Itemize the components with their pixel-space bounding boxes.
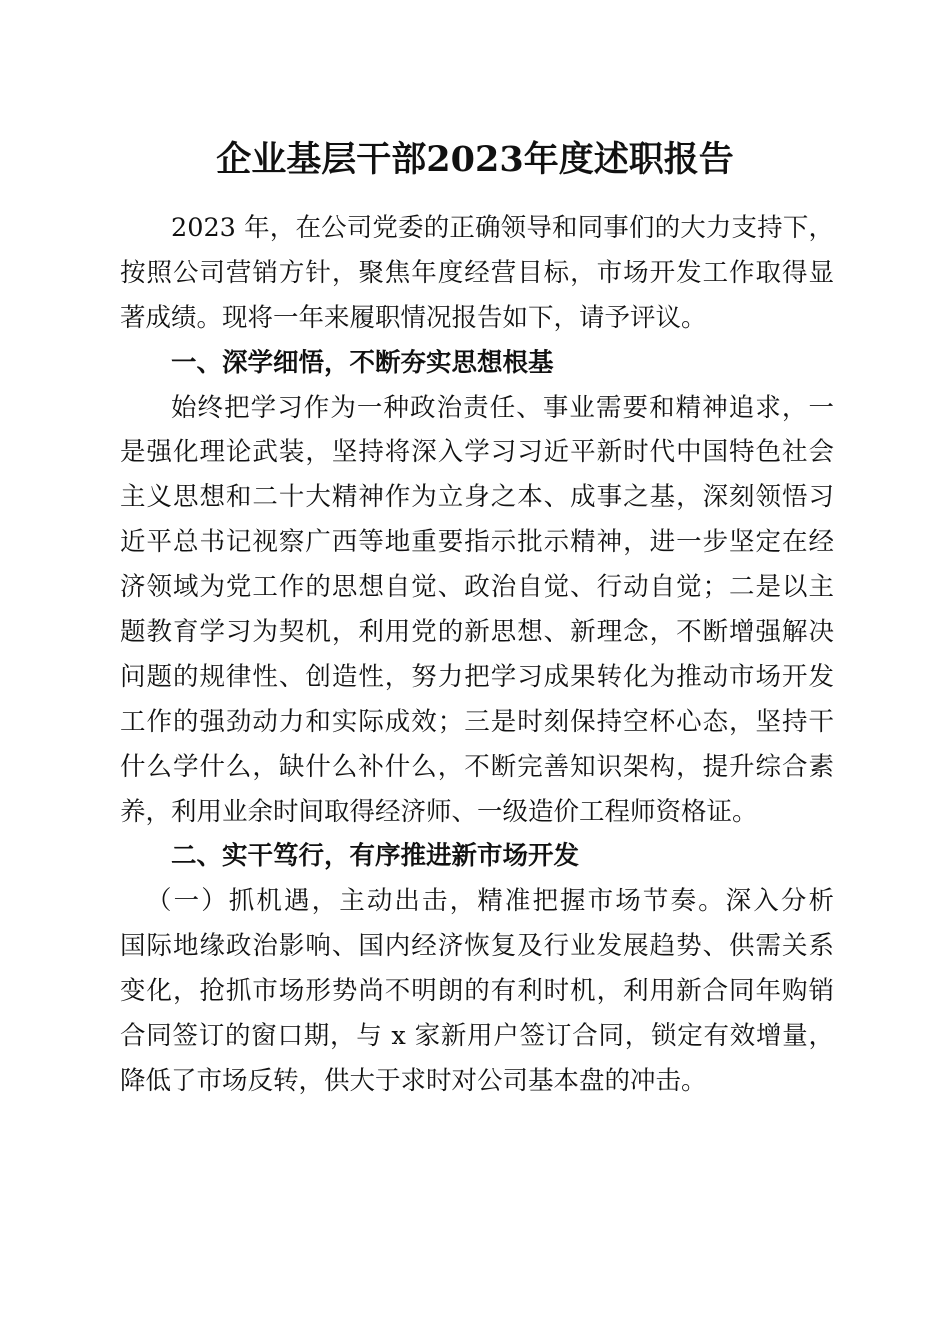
document-title: 企业基层干部2023年度述职报告: [216, 139, 734, 180]
section-heading: 二、实干笃行，有序推进新市场开发: [171, 841, 580, 872]
paragraph-line: 养，利用业余时间取得经济师、一级造价工程师资格证。: [120, 796, 758, 827]
paragraph-line: 近平总书记视察广西等地重要指示批示精神，进一步坚定在经: [120, 527, 834, 558]
document-body: [120, 206, 834, 1104]
paragraph-line: 合同签订的窗口期，与 x 家新用户签订合同，锁定有效增量，: [120, 1021, 834, 1052]
section-heading: 一、深学细悟，不断夯实思想根基: [171, 347, 554, 378]
paragraph-line: 题教育学习为契机，利用党的新思想、新理念，不断增强解决: [120, 617, 834, 648]
paragraph-line: 降低了市场反转，供大于求时对公司基本盘的冲击。: [120, 1065, 707, 1096]
paragraph-line: 什么学什么，缺什么补什么，不断完善知识架构，提升综合素: [120, 751, 834, 782]
paragraph-line: 问题的规律性、创造性，努力把学习成果转化为推动市场开发: [120, 661, 834, 692]
paragraph-line: 国际地缘政治影响、国内经济恢复及行业发展趋势、供需关系: [120, 931, 834, 962]
paragraph-line: 是强化理论武装，坚持将深入学习习近平新时代中国特色社会: [120, 437, 834, 468]
paragraph-line: （一）抓机遇，主动出击，精准把握市场节奏。深入分析: [146, 886, 834, 917]
paragraph-line: 变化，抢抓市场形势尚不明朗的有利时机，利用新合同年购销: [120, 976, 834, 1007]
paragraph-line: 主义思想和二十大精神作为立身之本、成事之基，深刻领悟习: [120, 482, 834, 513]
paragraph-line: 按照公司营销方针，聚焦年度经营目标，市场开发工作取得显: [120, 257, 834, 288]
paragraph-line: 济领域为党工作的思想自觉、政治自觉、行动自觉；二是以主: [120, 572, 834, 603]
paragraph-line: 2023 年，在公司党委的正确领导和同事们的大力支持下，: [171, 213, 834, 243]
paragraph-line: 著成绩。现将一年来履职情况报告如下，请予评议。: [120, 302, 707, 333]
paragraph-line: 工作的强劲动力和实际成效；三是时刻保持空杯心态，坚持干: [120, 706, 834, 737]
paragraph-line: 始终把学习作为一种政治责任、事业需要和精神追求，一: [171, 392, 834, 423]
